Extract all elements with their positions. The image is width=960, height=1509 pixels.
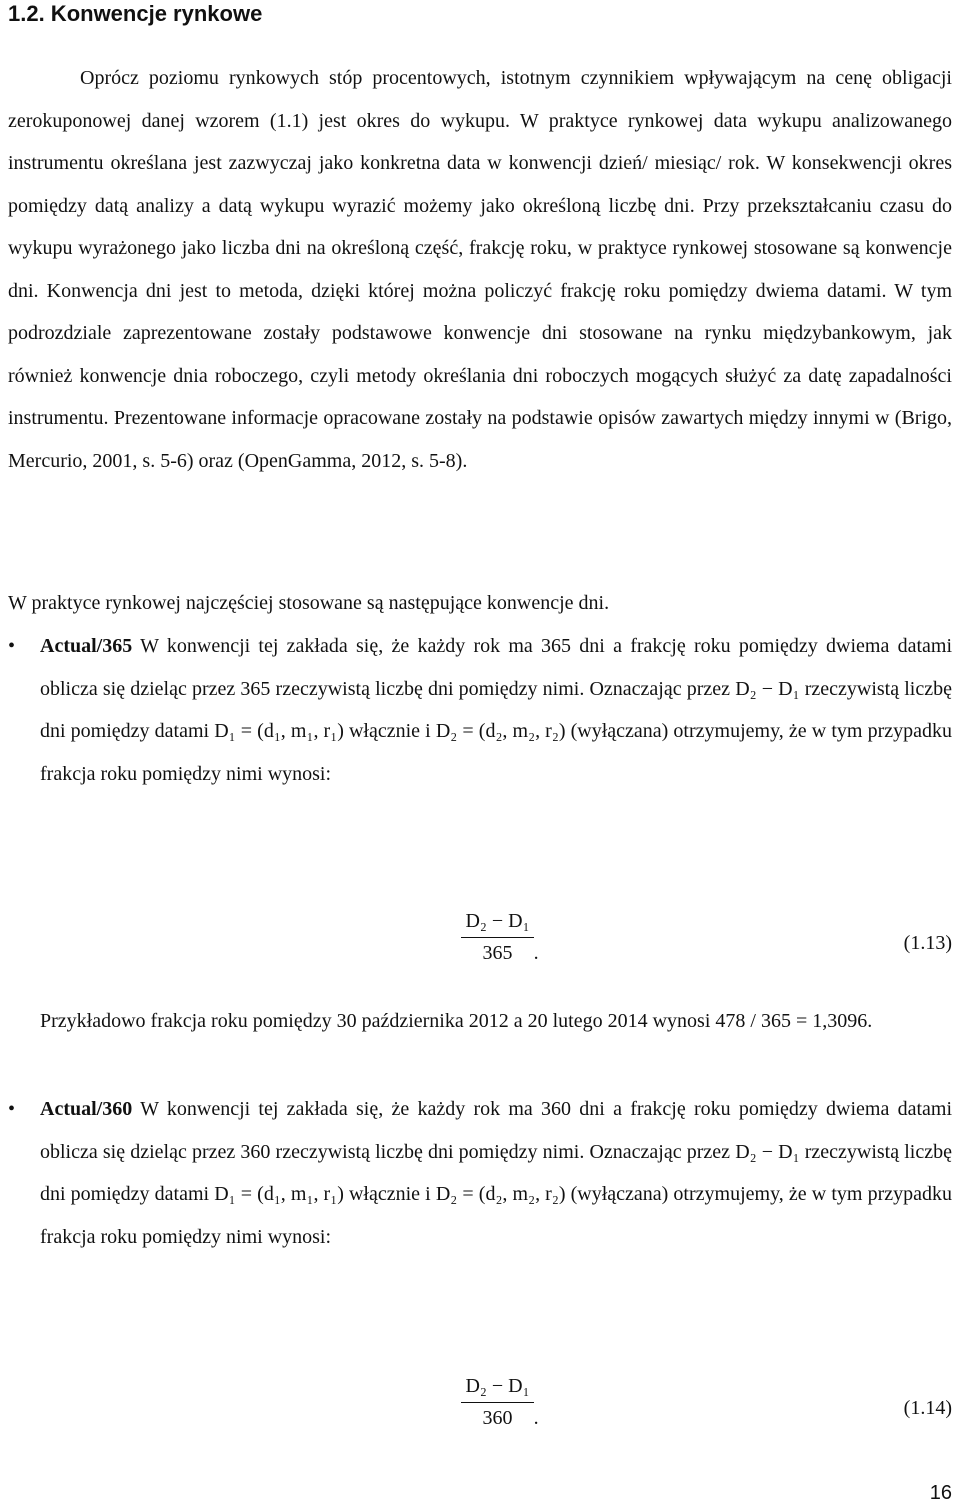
formula-period: . bbox=[533, 942, 539, 964]
bullet-text-part: W konwencji tej zakłada się, że każdy rok ma 365 dni a frakcję roku pomiędzy dwiema datami oblicza się dzieląc przez 365 rzeczywistą liczbę dni pomiędzy nimi. Oznaczając przez bbox=[40, 635, 952, 700]
bullet-text-part: rzeczywistą liczbę dni pomiędzy datami bbox=[40, 677, 952, 742]
math-date-d1: D₁ = (d₁, m₁, r₁) bbox=[214, 1183, 344, 1205]
bullet-text-part: (wyłączana) otrzymujemy, że w tym przypadku frakcja roku pomiędzy nimi wynosi: bbox=[40, 720, 952, 785]
bullet-icon: • bbox=[8, 1098, 16, 1120]
bullet-text-part: rzeczywistą liczbę dni pomiędzy datami bbox=[40, 1140, 952, 1205]
bullet-text-part: włącznie i bbox=[343, 1183, 436, 1205]
example-paragraph: Przykładowo frakcja roku pomiędzy 30 października 2012 a 20 lutego 2014 wynosi 478 / 365 = 1,3096. bbox=[40, 1010, 873, 1032]
bullet-text bbox=[40, 1088, 952, 1258]
bullet-text bbox=[40, 625, 952, 795]
equation-number: (1.13) bbox=[903, 932, 952, 954]
convention-term: Actual/365 bbox=[40, 635, 133, 657]
bullet-text-part: włącznie i bbox=[343, 720, 436, 742]
convention-term: Actual/360 bbox=[40, 1098, 133, 1120]
formula-period: . bbox=[533, 1407, 539, 1429]
summary-paragraph: W praktyce rynkowej najczęściej stosowane są następujące konwencje dni. bbox=[8, 592, 610, 614]
formula-1-13 bbox=[400, 910, 600, 965]
bullet-text-part: W konwencji tej zakłada się, że każdy rok ma 360 dni a frakcję roku pomiędzy dwiema datami oblicza się dzieląc przez 360 rzeczywistą liczbę dni pomiędzy nimi. Oznaczając przez bbox=[40, 1098, 952, 1163]
bullet-icon: • bbox=[8, 635, 16, 657]
math-date-d2: D₂ = (d₂, m₂, r₂) bbox=[435, 1183, 566, 1205]
math-days-difference: D₂ − D₁ bbox=[735, 1140, 800, 1163]
math-date-d2: D₂ = (d₂, m₂, r₂) bbox=[435, 720, 566, 742]
equation-number: (1.14) bbox=[903, 1397, 952, 1419]
bullet-text-part: (wyłączana) otrzymujemy, że w tym przypadku frakcja roku pomiędzy nimi wynosi: bbox=[40, 1183, 952, 1248]
formula-numerator: D₂ − D₁ bbox=[461, 1375, 533, 1403]
math-date-d1: D₁ = (d₁, m₁, r₁) bbox=[214, 720, 344, 742]
formula-denominator: 365 bbox=[482, 942, 513, 964]
page-number: 16 bbox=[929, 1482, 952, 1504]
formula-numerator: D₂ − D₁ bbox=[461, 910, 533, 938]
math-days-difference: D₂ − D₁ bbox=[735, 677, 800, 700]
intro-paragraph: Oprócz poziomu rynkowych stóp procentowych, istotnym czynnikiem wpływającym na cenę obligacji zerokuponowej danej wzorem (1.1) jest okres do wykupu. W praktyce rynkowej data wykupu analizowanego instrumentu określana jest zazwyczaj jako konkretna data w konwencji dzień/ miesiąc/ rok. W konsekwencji okres pomiędzy datą analizy a datą wykupu wyrazić możemy jako określoną liczbę dni. Przy przekształcaniu czasu do wykupu wyrażonego jako liczba dni na określoną część, frakcję roku, w praktyce rynkowej stosowane są konwencje dni. Konwencja dni jest to metoda, dzięki której można policzyć frakcję roku pomiędzy dwiema datami. W tym podrozdziale zaprezentowane zostały podstawowe konwencje dni stosowane na rynku międzybankowym, jak również konwencje dnia roboczego, czyli metody określania dni roboczych mogących służyć za datę zapadalności instrumentu. Prezentowane informacje opracowane zostały na podstawie opisów zawartych między innymi w (Brigo, Mercurio, 2001, s. 5-6) oraz (OpenGamma, 2012, s. 5-8). bbox=[8, 67, 952, 472]
section-heading: 1.2. Konwencje rynkowe bbox=[8, 1, 263, 26]
formula-denominator: 360 bbox=[482, 1407, 513, 1429]
formula-1-14 bbox=[400, 1375, 600, 1430]
